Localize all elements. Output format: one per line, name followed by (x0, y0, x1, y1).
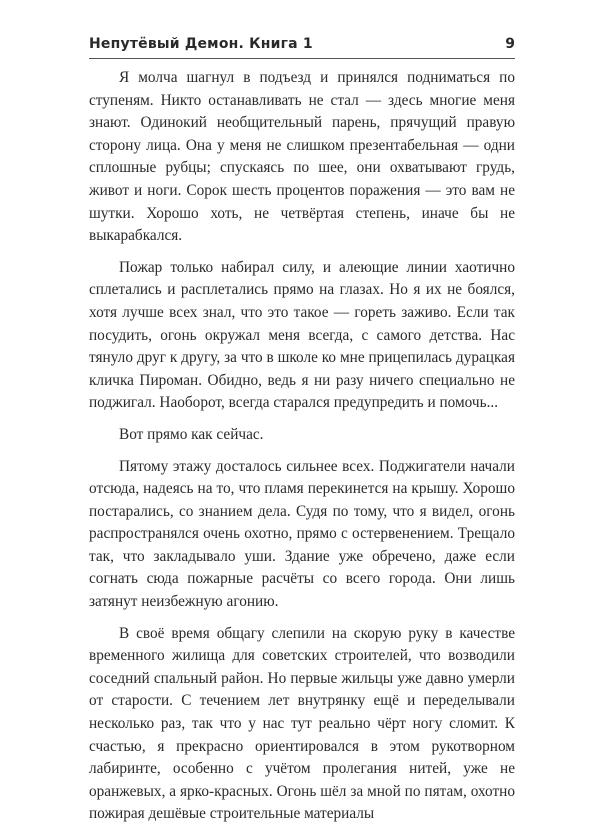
paragraph: В своё время общагу слепили на скорую руку в качестве временного жилища для советских строителей, что возводили соседний спальный район. Но первые жильцы уже давно умерли от старости. С течением лет внутрянку ещё и переделывали несколько раз, так что у нас тут реально чёрт ногу сломит. К счастью, я прекрасно ориентировался в этом рукотворном лабиринте, особенно с учётом пролегания нитей, уже не оранжевых, а ярко-красных. Огонь шёл за мной по пятам, охотно пожирая дешёвые строительные материалы (89, 624, 515, 823)
paragraph: Вот прямо как сейчас. (119, 425, 264, 443)
paragraph: Я молча шагнул в подъезд и принялся подниматься по ступеням. Никто останавливать не стал — здесь многие меня знают. Одинокий необщительный парень, прячущий правую сторону лица. Она у меня не слишком презентабельная — одни сплошные рубцы; спускаясь по шее, они охватывают грудь, живот и ноги. Сорок шесть процентов поражения — это вам не шутки. Хорошо хоть, не четвёртая степень, иначе бы не выкарабкался. (89, 69, 515, 245)
body-text (89, 67, 515, 826)
page-number: 9 (505, 36, 515, 52)
paragraph: Пятому этажу досталось сильнее всех. Поджигатели начали отсюда, надеясь на то, что пламя перекинется на крышу. Хорошо постарались, со знанием дела. Судя по тому, что я видел, огонь распространялся очень охотно, прямо с остервенением. Трещало так, что закладывало уши. Здание уже обречено, даже если согнать сюда пожарные расчёты со всего города. Они лишь затянут неизбежную агонию. (89, 457, 515, 611)
paragraph: Пожар только набирал силу, и алеющие линии хаотично сплетались и расплетались прямо на глазах. Но я их не боялся, хотя лучше всех знал, что это такое — гореть заживо. Если так посудить, огонь окружал меня всегда, с самого детства. Нас тянуло друг к другу, за что в школе ко мне прицепилась дурацкая кличка Пироман. Обидно, ведь я ни разу ничего специально не поджигал. Наоборот, всегда старался предупредить и помочь... (89, 258, 515, 412)
running-header (89, 36, 515, 58)
header-divider (89, 58, 515, 59)
header-title: Непутёвый Демон. Книга 1 (89, 36, 313, 52)
